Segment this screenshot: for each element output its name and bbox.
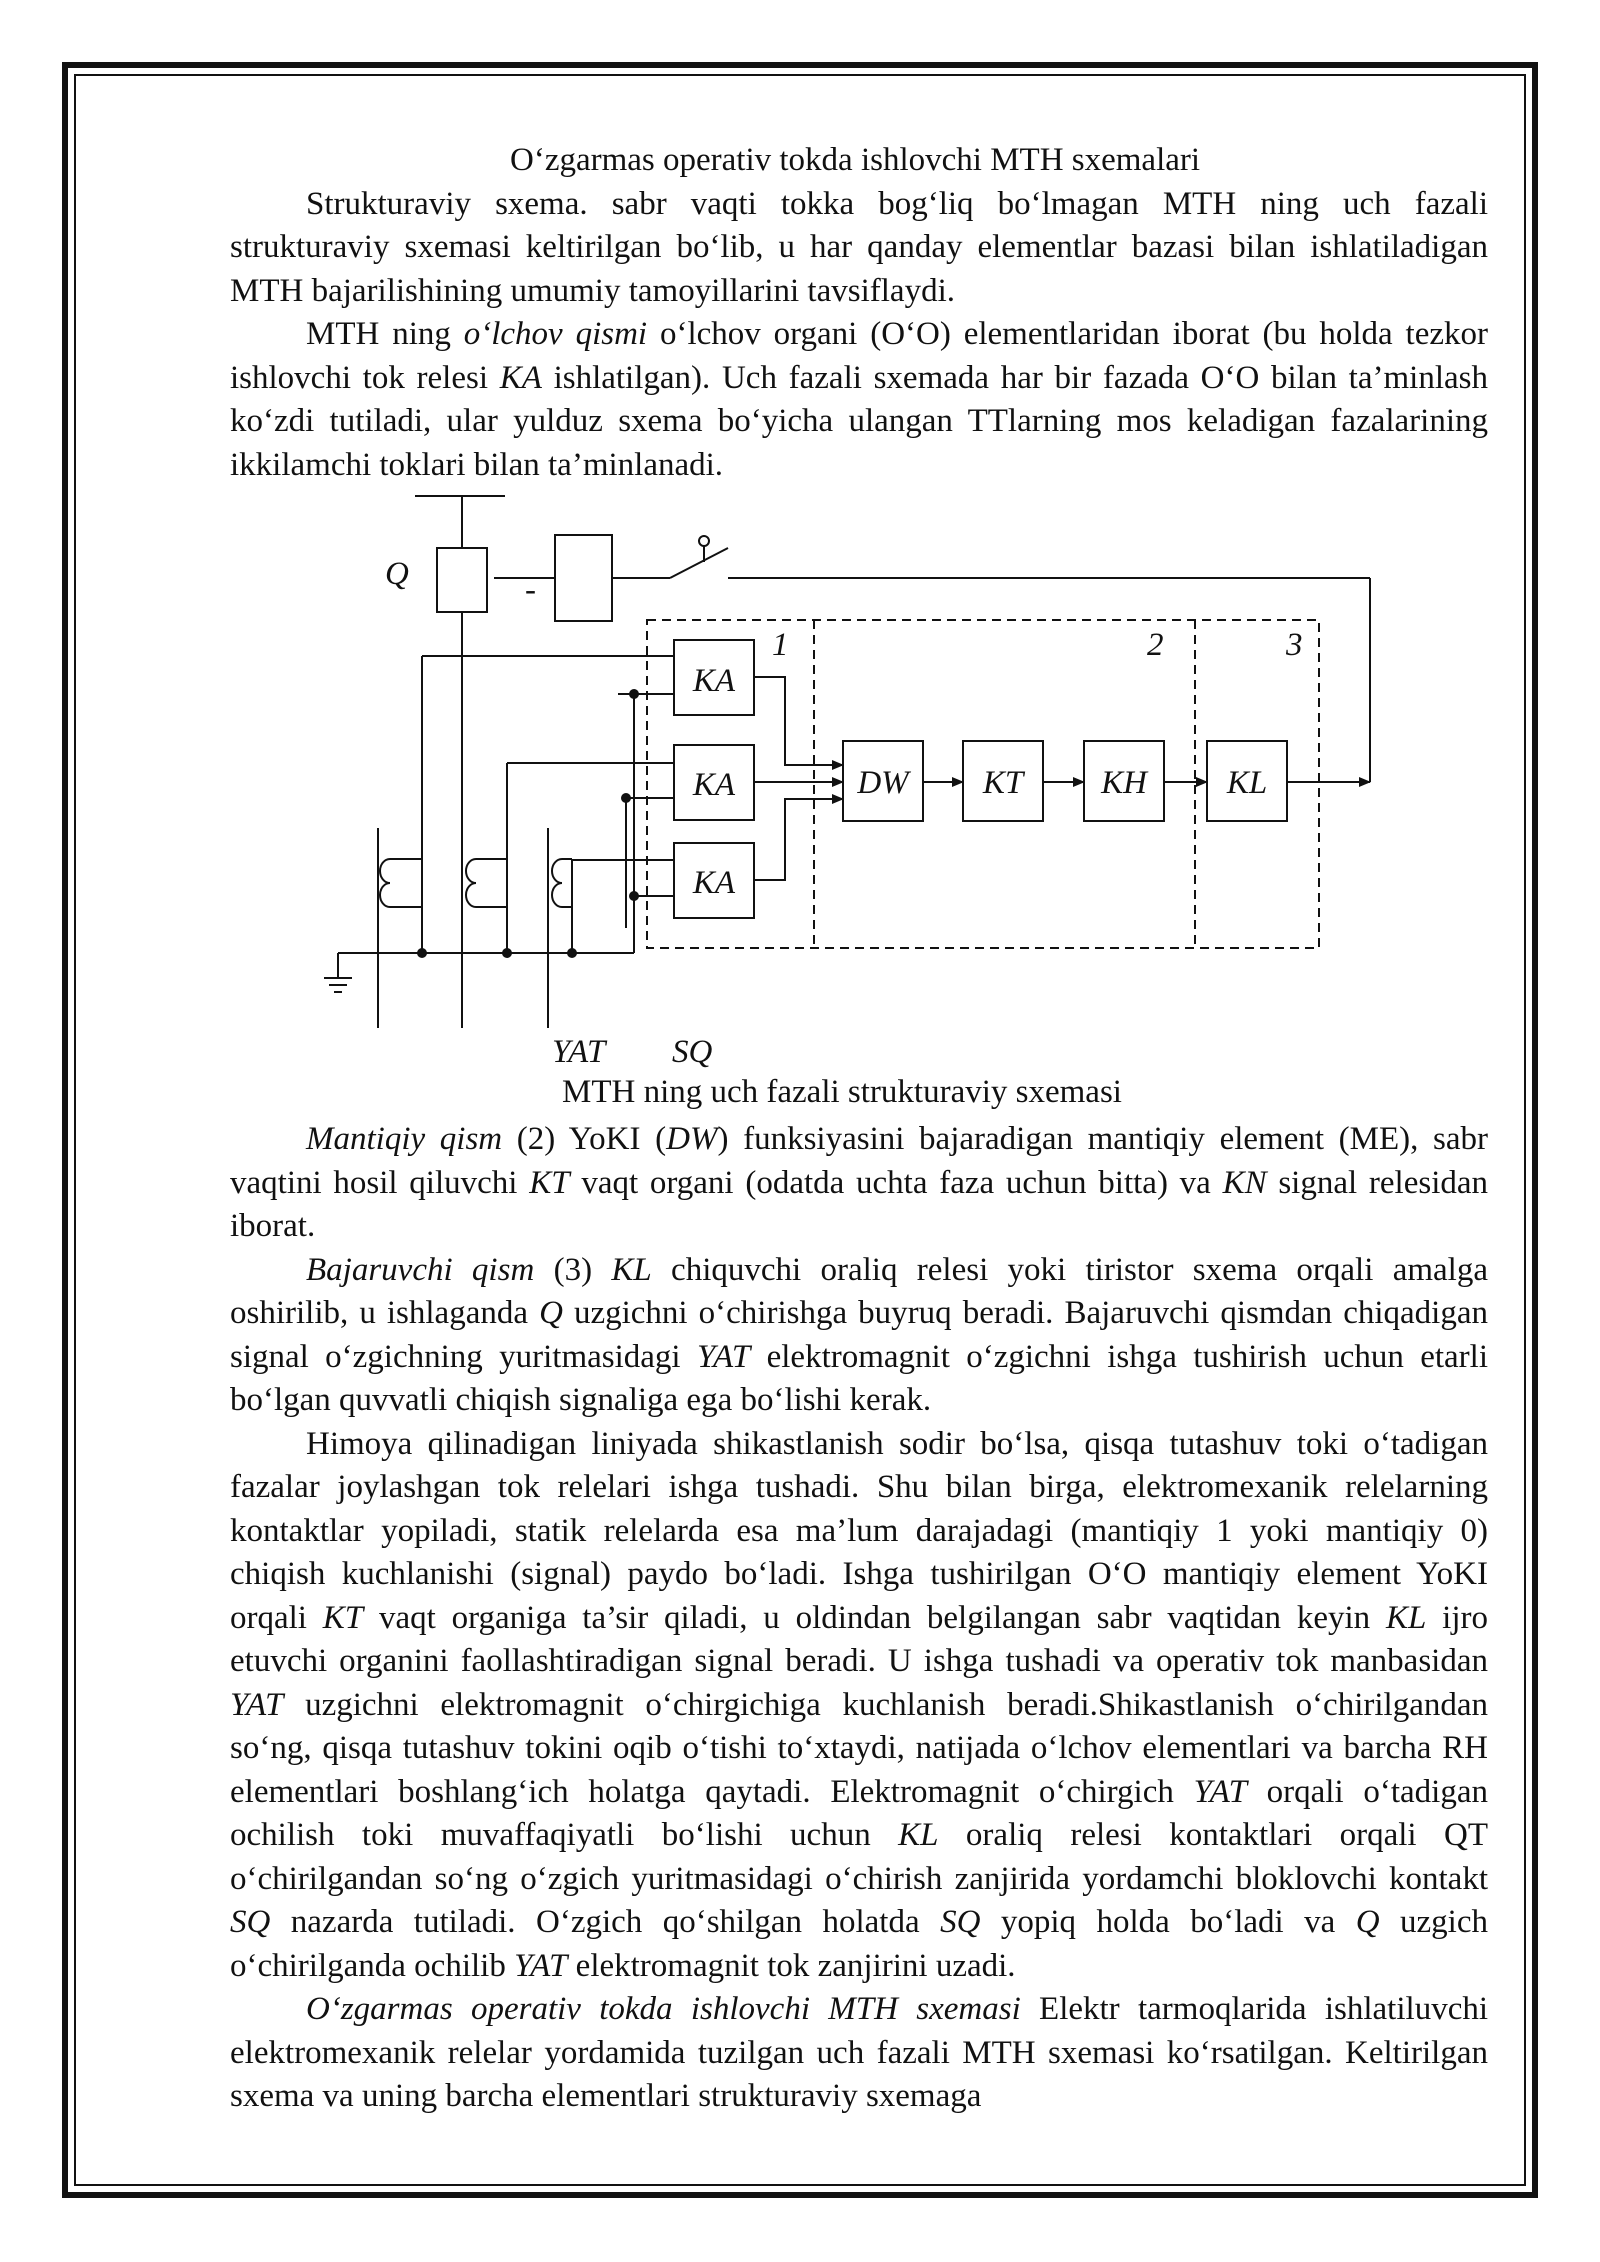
italic-text-run: DW — [666, 1121, 718, 1157]
italic-text-run: KT — [529, 1164, 570, 1201]
ka3-to-dw — [754, 799, 843, 880]
text-run: elektromagnit tok zanjirini uzadi. — [567, 1947, 1016, 1984]
italic-text-run: KL — [898, 1817, 939, 1853]
text-run: Elektr tarmoqlarida ishlatiluvchi elektromexanik relelar yordamida tuzilgan uch fazali MTH sxemasi ko‘rsatilgan. Keltirilgan sxema va uning barcha elementlari strukturaviy sxemaga — [230, 1991, 1489, 2114]
text-run: ishlatilgan). Uch fazali sxemada har bir fazada O‘O bilan ta’minlash ko‘zdi tutiladi, ular yulduz sxema bo‘yicha ulangan TTlarning mos keladigan fazalarining ikkilamchi toklari bilan ta’minlanadi. — [230, 359, 1488, 483]
italic-text-run: Q — [1355, 1904, 1380, 1940]
yat-coil-box — [555, 535, 612, 621]
italic-text-run: KT — [322, 1599, 364, 1636]
text-run: uzgichni elektromagnit o‘chirgichiga kuchlanish beradi.Shikastlanish o‘chirilgandan so‘ng, qisqa tutashuv tokini oqib o‘tishi to‘xtaydi, natijada o‘lchov elementlari va barcha RH elementlari boshlang‘ich holatga qaytadi. Elektromagnit o‘chirgich — [230, 1686, 1488, 1810]
top-paragraphs — [230, 183, 1488, 488]
label-zone-3: 3 — [1286, 627, 1303, 663]
label-kt: KT — [982, 765, 1024, 801]
junction-dot — [621, 793, 631, 803]
italic-text-run: o‘lchov qismi — [463, 316, 648, 352]
italic-text-run: KL — [611, 1251, 652, 1288]
top-text-block — [230, 139, 1488, 487]
structural-schematic — [310, 488, 1390, 1068]
bottom-text-block — [230, 1118, 1488, 2119]
italic-text-run: YAT — [230, 1686, 284, 1723]
paragraph — [230, 1118, 1488, 1249]
text-run: uzgich o‘chirilganda ochilib — [230, 1904, 1489, 1984]
ct-coil-a — [380, 859, 390, 907]
text-run: signal relesidan iborat. — [230, 1164, 1489, 1244]
section-title: O‘zgarmas operativ tokda ishlovchi MTH sxemalari — [510, 142, 1201, 178]
text-run: (2) YoKI ( — [502, 1121, 667, 1157]
text-run: MTH ning — [306, 316, 464, 352]
junction-dot — [629, 891, 639, 901]
ct-coil-c — [552, 859, 562, 907]
label-zone-1: 1 — [772, 627, 789, 663]
ka1-return-wire — [634, 694, 674, 928]
text-run: uzgichni o‘chirishga buyruq beradi. Bajaruvchi qismdan chiqadigan signal o‘zgichning yuritmasidagi — [230, 1295, 1488, 1375]
paragraph — [230, 1423, 1488, 1989]
text-run: yopiq holda bo‘ladi va — [980, 1904, 1356, 1940]
text-run: elektromagnit o‘zgichni ishga tushirish uchun etarli bo‘lgan quvvatli chiqish signaliga ega bo‘lishi kerak. — [230, 1338, 1488, 1418]
italic-text-run: YAT — [696, 1338, 751, 1375]
text-run: Strukturaviy sxema. sabr vaqti tokka bog‘liq bo‘lmagan MTH ning uch fazali strukturaviy sxemasi keltirilgan bo‘lib, u har qanday elementlar bazasi bilan ishlatiladigan MTH bajarilishining umumiy tamoyillarini tavsiflaydi. — [230, 185, 1488, 309]
italic-text-run: Q — [539, 1295, 563, 1331]
label-ka-1: KA — [692, 663, 736, 699]
italic-text-run: Mantiqiy qism — [306, 1121, 503, 1157]
text-run: nazarda tutiladi. O‘zgich qo‘shilgan holatda — [270, 1904, 941, 1940]
label-kl: KL — [1226, 765, 1268, 801]
paragraph — [230, 1249, 1488, 1423]
label-minus: - — [525, 572, 536, 608]
text-run: orqali o‘tadigan ochilish toki muvaffaqiyatli bo‘lishi uchun — [230, 1773, 1488, 1853]
sq-contact-pin — [699, 536, 709, 546]
label-ka-2: KA — [692, 767, 736, 803]
bottom-paragraphs — [230, 1118, 1488, 2119]
ct-coil-b — [466, 859, 476, 907]
italic-text-run: KA — [499, 359, 542, 396]
text-run: o‘lchov organi (O‘O) elementlaridan iborat (bu holda tezkor ishlovchi tok relesi — [230, 316, 1488, 396]
junction-dot — [502, 948, 512, 958]
italic-text-run: KN — [1222, 1164, 1267, 1201]
sq-contact-blade — [670, 548, 728, 578]
label-ka-3: KA — [692, 865, 736, 901]
italic-text-run: Bajaruvchi qism — [306, 1251, 535, 1288]
junction-dot — [629, 689, 639, 699]
paragraph — [230, 1988, 1488, 2119]
figure-caption: MTH ning uch fazali strukturaviy sxemasi — [562, 1074, 1122, 1110]
text-run: ) funksiyasini bajaradigan mantiqiy element (ME), sabr vaqtini hosil qiluvchi — [230, 1121, 1488, 1201]
breaker-q-box — [437, 548, 487, 612]
italic-text-run: SQ — [940, 1904, 981, 1940]
label-zone-2: 2 — [1147, 627, 1164, 663]
text-run: chiquvchi oraliq relesi yoki tiristor sxema orqali amalga oshirilib, u ishlaganda — [230, 1251, 1488, 1331]
paragraph — [230, 183, 1488, 314]
italic-text-run: SQ — [230, 1904, 271, 1940]
junction-dot — [417, 948, 427, 958]
text-run: Himoya qilinadigan liniyada shikastlanish sodir bo‘lsa, qisqa tutashuv toki o‘tadigan fazalar joylashgan tok relelari ishga tushadi. Shu bilan birga, elektromexanik relelarning kontaktlar yopiladi, statik relelarda esa ma’lum darajadagi (mantiqiy 1 yoki mantiqiy 0) chiqish kuchlanishi (signal) paydo bo‘ladi. Ishga tushirilgan O‘O mantiqiy element YoKI orqali — [230, 1425, 1488, 1636]
text-run: oraliq relesi kontaktlari orqali QT o‘chirilgandan so‘ng o‘zgich yuritmasidagi o‘chirish zanjirida yordamchi bloklovchi kontakt — [230, 1817, 1488, 1897]
text-run: ijro etuvchi organini faollashtiradigan signal beradi. U ishga tushadi va operativ tok manbasidan — [230, 1599, 1488, 1679]
label-sq: SQ — [672, 1034, 713, 1068]
label-kh: KH — [1101, 765, 1147, 801]
text-run: vaqt organi (odatda uchta faza uchun bitta) va — [569, 1164, 1223, 1201]
italic-text-run: YAT — [1193, 1773, 1247, 1810]
italic-text-run: O‘zgarmas operativ tokda ishlovchi MTH sxemasi — [306, 1991, 1021, 2027]
text-run: (3) — [534, 1251, 612, 1288]
italic-text-run: KL — [1385, 1599, 1427, 1636]
label-dw: DW — [857, 765, 909, 801]
label-yat: YAT — [552, 1034, 606, 1068]
paragraph — [230, 313, 1488, 487]
ka1-to-dw — [754, 677, 843, 765]
text-run: vaqt organiga ta’sir qiladi, u oldindan belgilangan sabr vaqtidan keyin — [363, 1599, 1386, 1636]
italic-text-run: YAT — [514, 1947, 568, 1984]
junction-dot — [567, 948, 577, 958]
label-q: Q — [385, 556, 409, 592]
